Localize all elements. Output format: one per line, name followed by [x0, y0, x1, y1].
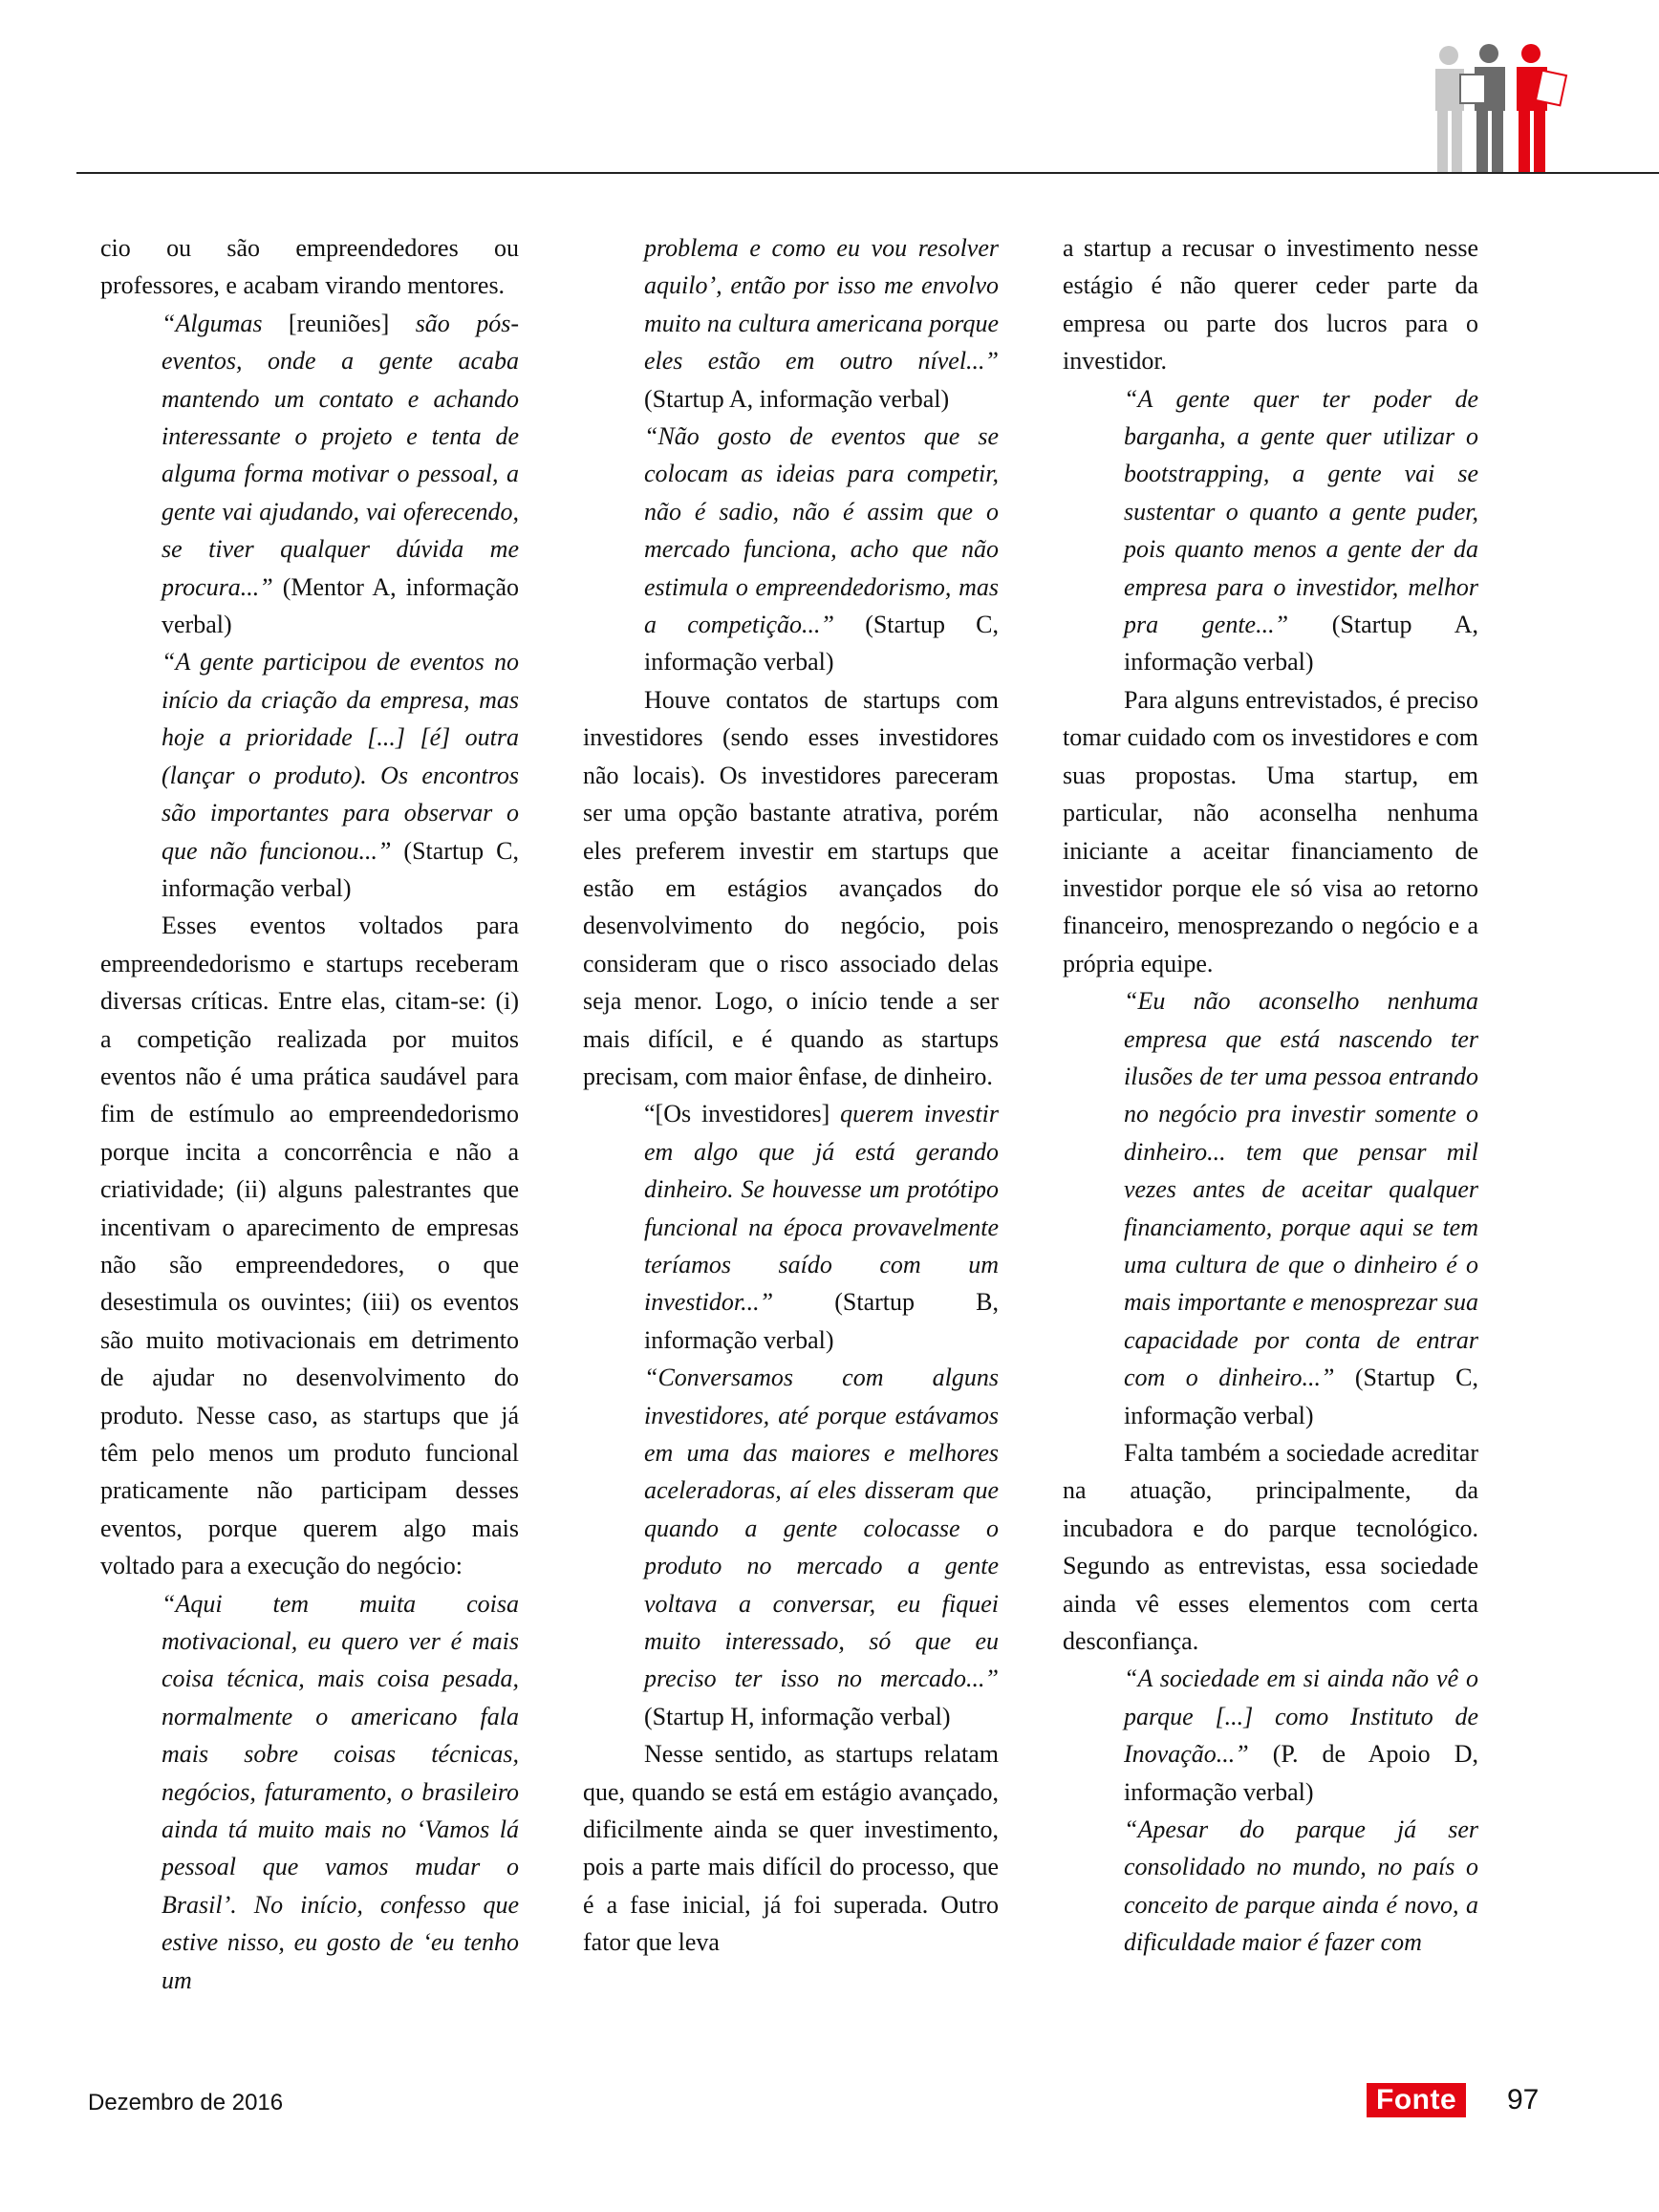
body-paragraph: Houve contatos de startups com investidores (sendo esses investidores não locais). Os investidores pareceram ser uma opção bastante atrativa, porém eles preferem investir em startups que estão em estágios avançados do desenvolvimento do negócio, pois consideram que o risco associado delas seja menor. Logo, o início tende a ser mais difícil, e é quando as startups precisam, com maior ênfase, de dinheiro. — [583, 685, 999, 1090]
interview-quote — [644, 418, 999, 681]
italic-span: “Aqui tem muita coisa motivacional, eu quero ver é mais coisa técnica, mais coisa pesada, normalmente o americano fala mais sobre coisas técnicas, negócios, faturamento, o brasileiro ainda tá muito mais no ‘Vamos lá pessoal que vamos mudar o Brasil’. No início, confesso que estive nisso, eu gosto de ‘eu tenho um — [162, 1589, 519, 1994]
three-people-figures-icon — [1422, 42, 1575, 176]
cite-span: (Startup C, informação verbal) — [1124, 1364, 1478, 1429]
roman-pre-span: “[Os investidores] — [644, 1100, 841, 1128]
italic-span: “A gente quer ter poder de barganha, a gente quer utilizar o bootstrapping, a gente vai se sustentar o quanto a gente puder, pois quanto menos a gente der da empresa para o investidor, melhor pra gente...” — [1124, 384, 1478, 639]
italic2-span: são pós-eventos, onde a gente acaba mantendo um contato e achando interessante o projeto e tenta de alguma forma motivar o pessoal, a gente vai ajudando, vai oferecendo, se tiver qualquer dúvida me procura...” — [162, 309, 519, 601]
cite-span: (Mentor A, informação verbal) — [162, 572, 519, 639]
footer-date: Dezembro de 2016 — [88, 2090, 284, 2115]
interview-quote — [1124, 1660, 1478, 1811]
italic-span: “Eu não aconselho nenhuma empresa que está nascendo ter ilusões de ter uma pessoa entrando no negócio pra investir somente o dinheiro... tem que pensar mil vezes antes de aceitar qualquer financiamento, porque aqui se tem uma cultura de que o dinheiro é o mais importante e menosprezar sua capacidade por conta de entrar com o dinheiro...” — [1124, 987, 1478, 1392]
interview-quote — [162, 305, 519, 644]
interview-quote — [1124, 1811, 1478, 1962]
italic-span: “Não gosto de eventos que se colocam as ideias para competir, não é sadio, não é assim que o mercado funciona, acho que não estimula o empreendedorismo, mas a competição...” — [644, 422, 999, 639]
body-paragraph: a startup a recusar o investimento nesse estágio é não querer ceder parte da empresa ou parte dos lucros para o investidor. — [1063, 234, 1478, 376]
interview-quote — [1124, 380, 1478, 681]
cite-span: (Startup A, informação verbal) — [644, 384, 950, 413]
interview-quote — [162, 643, 519, 907]
italic-span: “Algumas — [162, 309, 263, 337]
interview-quote — [644, 1095, 999, 1359]
cite-span: (Startup C, informação verbal) — [162, 836, 519, 902]
cite-span: (Startup H, informação verbal) — [644, 1702, 951, 1730]
text-column-3 — [1063, 229, 1478, 1962]
roman-mid-span: [reuniões] — [262, 309, 416, 337]
cite-span: (Startup B, informação verbal) — [644, 1288, 999, 1354]
body-paragraph: Esses eventos voltados para empreendedorismo e startups receberam diversas críticas. Entre elas, citam-se: (i) a competição realizada por muitos eventos não é uma prática saudável para fim de estímulo ao empreendedorismo porque incita a concorrência e não a criatividade; (ii) alguns palestrantes que incentivam o aparecimento de empresas não são empreendedores, o que desestimula os ouvintes; (iii) os eventos são muito motivacionais em detrimento de ajudar no desenvolvimento do produto. Nesse caso, as startups que já têm pelo menos um produto funcional praticamente não participam desses eventos, porque querem algo mais voltado para a execução do negócio: — [100, 912, 519, 1580]
cite-span: (Startup A, informação verbal) — [1124, 611, 1479, 676]
cite-span: (P. de Apoio D, informação verbal) — [1124, 1740, 1478, 1806]
italic-span: “A sociedade em si ainda não vê o parque [...] como Instituto de Inovação...” — [1124, 1664, 1478, 1769]
interview-quote — [162, 1585, 519, 1999]
cite-span: (Startup C, informação verbal) — [644, 611, 999, 676]
body-paragraph: cio ou são empreendedores ou professores, e acabam virando mentores. — [100, 234, 519, 300]
italic-span: “Apesar do parque já ser consolidado no mundo, no país o conceito de parque ainda é novo, a dificuldade maior é fazer com — [1124, 1815, 1478, 1957]
interview-quote — [644, 1359, 999, 1735]
interview-quote — [644, 229, 999, 418]
text-column-2 — [583, 229, 999, 1962]
interview-quote — [1124, 982, 1478, 1434]
italic-span: querem investir em algo que já está gerando dinheiro. Se houvesse um protótipo funcional na época provavelmente teríamos saído com um investidor...” — [644, 1100, 1000, 1317]
header-rule — [76, 172, 1659, 174]
body-paragraph: Falta também a sociedade acreditar na atuação, principalmente, da incubadora e do parque tecnológico. Segundo as entrevistas, essa sociedade ainda vê esses elementos com certa desconfiança. — [1063, 1439, 1478, 1656]
text-column-1 — [100, 229, 519, 1999]
body-paragraph: Para alguns entrevistados, é preciso tomar cuidado com os investidores e com suas propostas. Uma startup, em particular, não aconselha nenhuma iniciante a aceitar financiamento de investidor porque ele só visa ao retorno financeiro, menosprezando o negócio e a própria equipe. — [1063, 685, 1478, 977]
italic-span: problema e como eu vou resolver aquilo’, então por isso me envolvo muito na cultura americana porque eles estão em outro nível...” — [644, 234, 999, 376]
italic-span: “Conversamos com alguns investidores, até porque estávamos em uma das maiores e melhores aceleradoras, aí eles disseram que quando a gente colocasse o produto no mercado a gente voltava a conversar, eu fiquei muito interessado, só que eu preciso ter isso no mercado...” — [644, 1364, 999, 1693]
body-paragraph: Nesse sentido, as startups relatam que, quando se está em estágio avançado, dificilmente ainda se quer investimento, pois a parte mais difícil do processo, que é a fase inicial, já foi superada. Outro fator que leva — [583, 1740, 999, 1957]
page-number: 97 — [1507, 2084, 1540, 2115]
magazine-brand-logo: Fonte — [1367, 2083, 1466, 2117]
italic-span: “A gente participou de eventos no início da criação da empresa, mas hoje a prioridade [...] [é] outra (lançar o produto). Os encontros são importantes para observar o que não funcionou...” — [162, 648, 519, 865]
